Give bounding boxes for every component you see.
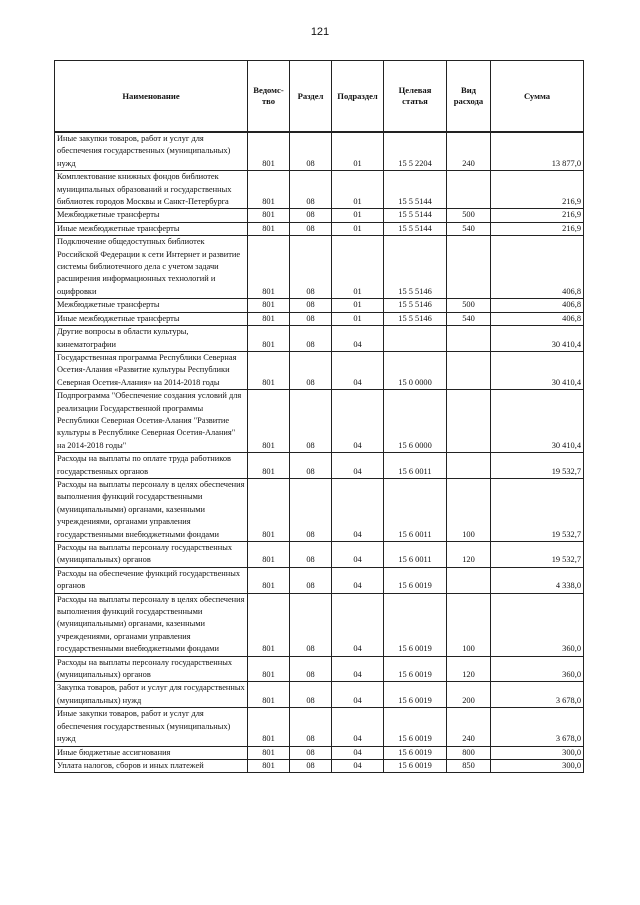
- row-name-cell: Расходы на выплаты персоналу государственных (муниципальных) органов: [55, 656, 248, 682]
- row-razdel-cell: 08: [290, 759, 332, 772]
- row-vid-rashoda-cell: [447, 171, 491, 209]
- table-row: [55, 351, 584, 389]
- row-summa-cell: 406,8: [491, 236, 584, 299]
- row-celevaya-statya-cell: 15 6 0019: [384, 593, 447, 656]
- row-name-cell: Иные закупки товаров, работ и услуг для обеспечения государственных (муниципальных) нужд: [55, 132, 248, 171]
- row-podrazdel-cell: 04: [332, 567, 384, 593]
- row-razdel-cell: 08: [290, 453, 332, 479]
- row-vid-rashoda-cell: 500: [447, 209, 491, 222]
- table-row: [55, 326, 584, 352]
- table-row: [55, 759, 584, 772]
- row-vedomstvo-cell: 801: [248, 759, 290, 772]
- row-name-cell: Государственная программа Республики Северная Осетия-Алания «Развитие культуры Республики Северная Осетия-Алания» на 2014-2018 годы: [55, 351, 248, 389]
- column-header-vid-rashoda: Вид расхода: [447, 61, 491, 133]
- row-vid-rashoda-cell: [447, 567, 491, 593]
- row-razdel-cell: 08: [290, 478, 332, 541]
- table-row: [55, 567, 584, 593]
- row-vedomstvo-cell: 801: [248, 542, 290, 568]
- row-razdel-cell: 08: [290, 312, 332, 325]
- row-vedomstvo-cell: 801: [248, 171, 290, 209]
- row-celevaya-statya-cell: 15 5 5146: [384, 312, 447, 325]
- table-header-row: [55, 61, 584, 133]
- table-row: [55, 746, 584, 759]
- row-podrazdel-cell: 04: [332, 759, 384, 772]
- column-header-summa: Сумма: [491, 61, 584, 133]
- row-vid-rashoda-cell: 120: [447, 656, 491, 682]
- table-row: [55, 390, 584, 453]
- row-vid-rashoda-cell: 240: [447, 708, 491, 746]
- row-celevaya-statya-cell: 15 0 0000: [384, 351, 447, 389]
- row-vedomstvo-cell: 801: [248, 326, 290, 352]
- row-razdel-cell: 08: [290, 567, 332, 593]
- row-podrazdel-cell: 04: [332, 682, 384, 708]
- row-name-cell: Расходы на выплаты персоналу государственных (муниципальных) органов: [55, 542, 248, 568]
- column-header-celevaya-statya: Целевая статья: [384, 61, 447, 133]
- row-name-cell: Межбюджетные трансферты: [55, 299, 248, 312]
- row-vedomstvo-cell: 801: [248, 708, 290, 746]
- row-name-cell: Расходы на обеспечение функций государственных органов: [55, 567, 248, 593]
- row-summa-cell: 19 532,7: [491, 478, 584, 541]
- row-vedomstvo-cell: 801: [248, 351, 290, 389]
- row-vid-rashoda-cell: [447, 326, 491, 352]
- row-name-cell: Иные межбюджетные трансферты: [55, 312, 248, 325]
- row-vid-rashoda-cell: 540: [447, 312, 491, 325]
- table-row: [55, 453, 584, 479]
- row-vedomstvo-cell: 801: [248, 453, 290, 479]
- table-row: [55, 682, 584, 708]
- row-vid-rashoda-cell: 800: [447, 746, 491, 759]
- row-razdel-cell: 08: [290, 390, 332, 453]
- row-razdel-cell: 08: [290, 746, 332, 759]
- row-name-cell: Иные межбюджетные трансферты: [55, 222, 248, 235]
- row-vedomstvo-cell: 801: [248, 656, 290, 682]
- row-razdel-cell: 08: [290, 656, 332, 682]
- row-razdel-cell: 08: [290, 682, 332, 708]
- row-name-cell: Закупка товаров, работ и услуг для государственных (муниципальных) нужд: [55, 682, 248, 708]
- row-vid-rashoda-cell: 500: [447, 299, 491, 312]
- row-podrazdel-cell: 01: [332, 132, 384, 171]
- row-razdel-cell: 08: [290, 299, 332, 312]
- row-vedomstvo-cell: 801: [248, 312, 290, 325]
- row-razdel-cell: 08: [290, 236, 332, 299]
- row-name-cell: Расходы на выплаты по оплате труда работников государственных органов: [55, 453, 248, 479]
- row-vedomstvo-cell: 801: [248, 390, 290, 453]
- row-celevaya-statya-cell: 15 6 0011: [384, 453, 447, 479]
- row-vid-rashoda-cell: 540: [447, 222, 491, 235]
- row-name-cell: Подключение общедоступных библиотек Российской Федерации к сети Интернет и развитие системы библиотечного дела с учетом задачи расширения информационных технологий и оцифровки: [55, 236, 248, 299]
- column-header-razdel: Раздел: [290, 61, 332, 133]
- row-vid-rashoda-cell: [447, 236, 491, 299]
- row-podrazdel-cell: 04: [332, 542, 384, 568]
- row-summa-cell: 30 410,4: [491, 351, 584, 389]
- row-vid-rashoda-cell: 240: [447, 132, 491, 171]
- table-row: [55, 236, 584, 299]
- table-row: [55, 171, 584, 209]
- row-podrazdel-cell: 04: [332, 593, 384, 656]
- row-celevaya-statya-cell: 15 6 0019: [384, 708, 447, 746]
- table-row: [55, 708, 584, 746]
- row-vedomstvo-cell: 801: [248, 299, 290, 312]
- table-row: [55, 132, 584, 171]
- row-podrazdel-cell: 01: [332, 236, 384, 299]
- table-body: [55, 132, 584, 773]
- row-vid-rashoda-cell: 100: [447, 593, 491, 656]
- table-row: [55, 312, 584, 325]
- row-name-cell: Комплектование книжных фондов библиотек муниципальных образований и государственных библиотек городов Москвы и Санкт-Петербурга: [55, 171, 248, 209]
- table-row: [55, 656, 584, 682]
- row-name-cell: Расходы на выплаты персоналу в целях обеспечения выполнения функций государственными (муниципальными) органами, казенными учреждениями, органами управления государственными внебюджетными фондами: [55, 593, 248, 656]
- row-celevaya-statya-cell: 15 6 0019: [384, 746, 447, 759]
- row-summa-cell: 300,0: [491, 759, 584, 772]
- row-vid-rashoda-cell: 100: [447, 478, 491, 541]
- row-celevaya-statya-cell: 15 5 5144: [384, 171, 447, 209]
- row-summa-cell: 4 338,0: [491, 567, 584, 593]
- row-summa-cell: 360,0: [491, 593, 584, 656]
- row-vid-rashoda-cell: 200: [447, 682, 491, 708]
- row-podrazdel-cell: 01: [332, 312, 384, 325]
- row-celevaya-statya-cell: 15 6 0000: [384, 390, 447, 453]
- row-summa-cell: 3 678,0: [491, 708, 584, 746]
- row-razdel-cell: 08: [290, 326, 332, 352]
- row-razdel-cell: 08: [290, 132, 332, 171]
- row-razdel-cell: 08: [290, 593, 332, 656]
- row-vid-rashoda-cell: 120: [447, 542, 491, 568]
- row-razdel-cell: 08: [290, 171, 332, 209]
- table-row: [55, 222, 584, 235]
- row-celevaya-statya-cell: 15 5 5146: [384, 236, 447, 299]
- row-razdel-cell: 08: [290, 222, 332, 235]
- page-number: 121: [310, 26, 330, 38]
- row-celevaya-statya-cell: [384, 326, 447, 352]
- column-header-podrazdel: Подраздел: [332, 61, 384, 133]
- row-summa-cell: 3 678,0: [491, 682, 584, 708]
- row-podrazdel-cell: 01: [332, 222, 384, 235]
- row-podrazdel-cell: 04: [332, 478, 384, 541]
- row-razdel-cell: 08: [290, 542, 332, 568]
- table-row: [55, 299, 584, 312]
- row-podrazdel-cell: 04: [332, 390, 384, 453]
- row-vedomstvo-cell: 801: [248, 567, 290, 593]
- row-summa-cell: 360,0: [491, 656, 584, 682]
- row-summa-cell: 406,8: [491, 299, 584, 312]
- row-celevaya-statya-cell: 15 6 0019: [384, 656, 447, 682]
- table-row: [55, 542, 584, 568]
- row-celevaya-statya-cell: 15 6 0011: [384, 542, 447, 568]
- row-podrazdel-cell: 04: [332, 453, 384, 479]
- row-vedomstvo-cell: 801: [248, 132, 290, 171]
- row-celevaya-statya-cell: 15 5 5144: [384, 209, 447, 222]
- row-name-cell: Иные бюджетные ассигнования: [55, 746, 248, 759]
- table-row: [55, 209, 584, 222]
- column-header-name: Наименование: [55, 61, 248, 133]
- row-celevaya-statya-cell: 15 6 0011: [384, 478, 447, 541]
- row-vedomstvo-cell: 801: [248, 682, 290, 708]
- row-vedomstvo-cell: 801: [248, 593, 290, 656]
- row-vedomstvo-cell: 801: [248, 236, 290, 299]
- row-razdel-cell: 08: [290, 209, 332, 222]
- row-summa-cell: 30 410,4: [491, 390, 584, 453]
- row-celevaya-statya-cell: 15 6 0019: [384, 567, 447, 593]
- row-podrazdel-cell: 04: [332, 656, 384, 682]
- column-header-vedomstvo: Ведомс-тво: [248, 61, 290, 133]
- row-summa-cell: 216,9: [491, 171, 584, 209]
- row-name-cell: Подпрограмма "Обеспечение создания условий для реализации Государственной программы Республики Северная Осетия-Алания "Развитие культуры в Республике Северная Осетия-Алания" на 2014-2018 годы": [55, 390, 248, 453]
- row-vedomstvo-cell: 801: [248, 746, 290, 759]
- row-razdel-cell: 08: [290, 351, 332, 389]
- row-summa-cell: 30 410,4: [491, 326, 584, 352]
- row-name-cell: Межбюджетные трансферты: [55, 209, 248, 222]
- row-celevaya-statya-cell: 15 5 5146: [384, 299, 447, 312]
- row-name-cell: Уплата налогов, сборов и иных платежей: [55, 759, 248, 772]
- row-vid-rashoda-cell: 850: [447, 759, 491, 772]
- row-summa-cell: 216,9: [491, 222, 584, 235]
- row-name-cell: Расходы на выплаты персоналу в целях обеспечения выполнения функций государственными (муниципальными) органами, казенными учреждениями, органами управления государственными внебюджетными фондами: [55, 478, 248, 541]
- row-summa-cell: 216,9: [491, 209, 584, 222]
- table-row: [55, 593, 584, 656]
- row-summa-cell: 406,8: [491, 312, 584, 325]
- row-podrazdel-cell: 04: [332, 351, 384, 389]
- row-vedomstvo-cell: 801: [248, 478, 290, 541]
- row-summa-cell: 13 877,0: [491, 132, 584, 171]
- row-name-cell: Иные закупки товаров, работ и услуг для обеспечения государственных (муниципальных) нужд: [55, 708, 248, 746]
- row-podrazdel-cell: 01: [332, 209, 384, 222]
- row-summa-cell: 19 532,7: [491, 542, 584, 568]
- row-vedomstvo-cell: 801: [248, 222, 290, 235]
- budget-table: [54, 60, 584, 773]
- row-vid-rashoda-cell: [447, 351, 491, 389]
- row-podrazdel-cell: 04: [332, 746, 384, 759]
- row-celevaya-statya-cell: 15 5 5144: [384, 222, 447, 235]
- row-celevaya-statya-cell: 15 5 2204: [384, 132, 447, 171]
- row-summa-cell: 19 532,7: [491, 453, 584, 479]
- row-vid-rashoda-cell: [447, 390, 491, 453]
- row-name-cell: Другие вопросы в области культуры, кинематографии: [55, 326, 248, 352]
- row-podrazdel-cell: 01: [332, 171, 384, 209]
- row-podrazdel-cell: 04: [332, 708, 384, 746]
- table-row: [55, 478, 584, 541]
- row-celevaya-statya-cell: 15 6 0019: [384, 682, 447, 708]
- row-razdel-cell: 08: [290, 708, 332, 746]
- row-podrazdel-cell: 04: [332, 326, 384, 352]
- row-celevaya-statya-cell: 15 6 0019: [384, 759, 447, 772]
- row-summa-cell: 300,0: [491, 746, 584, 759]
- row-vid-rashoda-cell: [447, 453, 491, 479]
- row-podrazdel-cell: 01: [332, 299, 384, 312]
- row-vedomstvo-cell: 801: [248, 209, 290, 222]
